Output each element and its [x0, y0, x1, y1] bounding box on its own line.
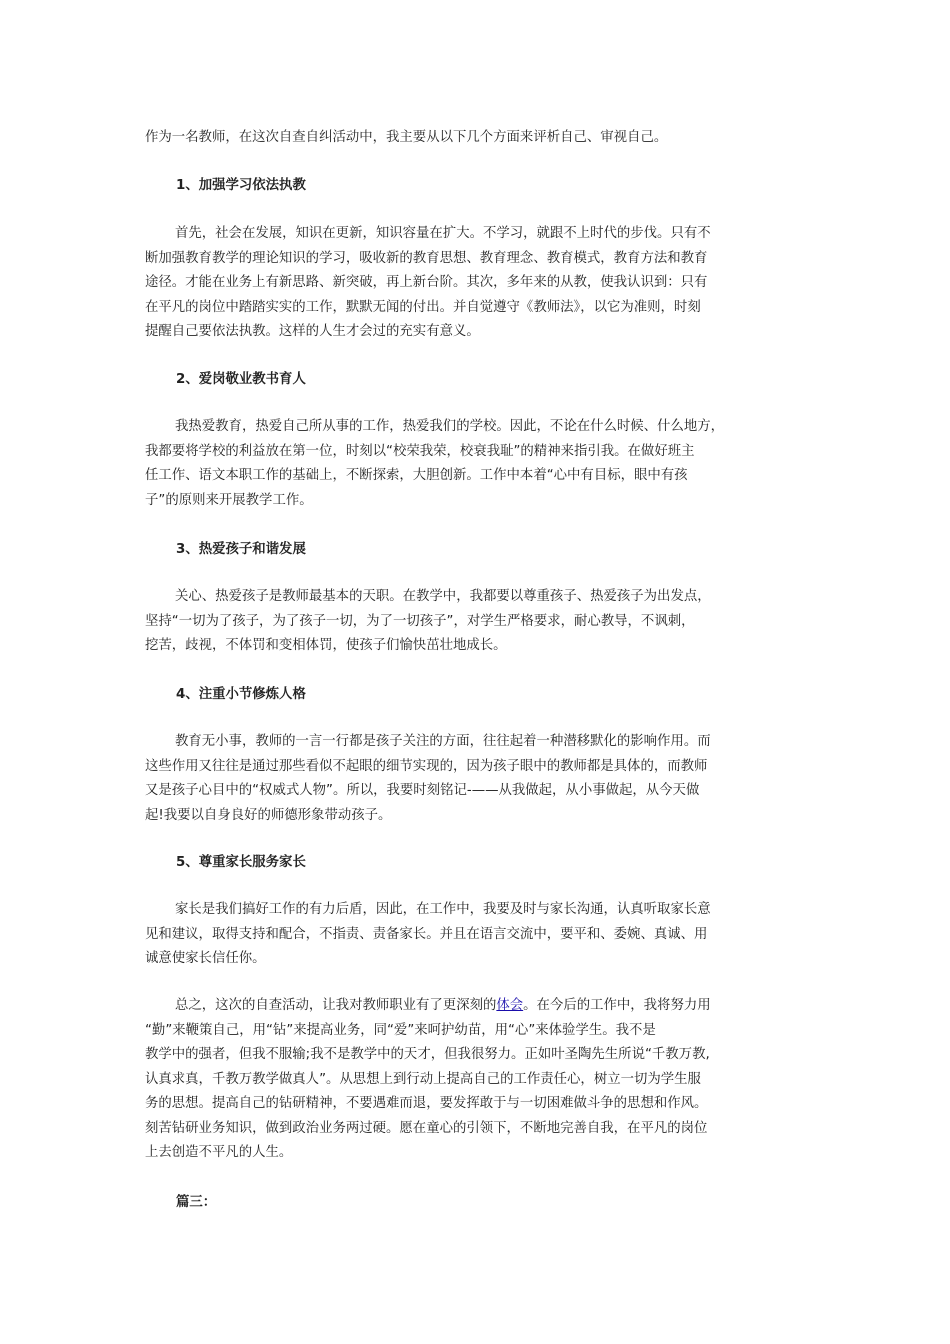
paragraph-line: 认真求真，千教万教学做真人”。从思想上到行动上提高自己的工作责任心，树立一切为学生服 [145, 1071, 701, 1087]
tihui-link[interactable]: 体会 [496, 998, 524, 1013]
section-4-heading: 4、注重小节修炼人格 [176, 687, 306, 702]
section-1-paragraph [145, 222, 810, 345]
paragraph-line: 又是孩子心目中的“权威式人物”。所以，我要时刻铭记-——从我做起，从小事做起，从今天做 [145, 783, 700, 798]
paragraph-line: 教育无小事，教师的一言一行都是孩子关注的方面，往往起着一种潜移默化的影响作用。而 [175, 734, 711, 749]
paragraph-line: 家长是我们搞好工作的有力后盾，因此，在工作中，我要及时与家长沟通，认真听取家长意 [175, 902, 711, 917]
conclusion-text: 总之，这次的自查活动，让我对教师职业有了更深刻的 [175, 998, 497, 1013]
conclusion-text: 。在今后的工作中，我将努力用 [523, 998, 711, 1013]
paragraph-line: 上去创造不平凡的人生。 [145, 1145, 293, 1160]
section-3-paragraph [145, 585, 810, 659]
section-2-paragraph [145, 415, 810, 513]
section-3-heading: 3、热爱孩子和谐发展 [176, 542, 306, 557]
paragraph-line: 教学中的强者，但我不服输;我不是教学中的天才，但我很努力。正如叶圣陶先生所说“千教万教, [145, 1047, 710, 1062]
paragraph-line: 途径。才能在业务上有新思路、新突破，再上新台阶。其次，多年来的从教，使我认识到：只有 [145, 275, 708, 290]
paragraph-line: 见和建议，取得支持和配合，不指责、责备家长。并且在语言交流中，要平和、委婉、真诚、用 [145, 926, 708, 942]
paragraph-line: 子”的原则来开展教学工作。 [145, 492, 313, 508]
paragraph-line: 我热爱教育，热爱自己所从事的工作，热爱我们的学校。因此，不论在什么时候、什么地方， [175, 419, 725, 434]
intro-paragraph [145, 126, 810, 151]
paragraph-line: 我都要将学校的利益放在第一位，时刻以“校荣我荣，校衰我耻”的精神来指引我。在做好班主 [145, 443, 695, 459]
paragraph-line: 任工作、语文本职工作的基础上，不断探索，大胆创新。工作中本着“心中有目标，眼中有孩 [145, 468, 688, 483]
section-1-heading: 1、加强学习依法执教 [176, 178, 306, 193]
paragraph-line [145, 994, 810, 1019]
paragraph-line: 坚持“一切为了孩子，为了孩子一切，为了一切孩子”，对学生严格要求，耐心教导，不讽刺， [145, 613, 695, 629]
part-three-heading: 篇三： [176, 1195, 217, 1210]
conclusion-paragraph [145, 994, 810, 1166]
paragraph-line: 首先，社会在发展，知识在更新，知识容量在扩大。不学习，就跟不上时代的步伐。只有不 [175, 226, 711, 241]
paragraph-line: “勤”来鞭策自己，用“钻”来提高业务，同“爱”来呵护幼苗，用“心”来体验学生。我不是 [145, 1022, 656, 1038]
paragraph-line: 关心、热爱孩子是教师最基本的天职。在教学中，我都要以尊重孩子、热爱孩子为出发点， [175, 589, 711, 604]
section-5-heading: 5、尊重家长服务家长 [176, 855, 306, 870]
paragraph-line: 提醒自己要依法执教。这样的人生才会过的充实有意义。 [145, 324, 480, 339]
paragraph-line: 起!我要以自身良好的师德形象带动孩子。 [145, 807, 392, 823]
paragraph-line: 诚意使家长信任你。 [145, 951, 266, 966]
section-2-heading: 2、爱岗敬业教书育人 [176, 372, 306, 387]
paragraph-line: 断加强教育教学的理论知识的学习，吸收新的教育思想、教育理念、教育模式，教育方法和教育 [145, 250, 708, 266]
intro-line: 作为一名教师，在这次自查自纠活动中，我主要从以下几个方面来评析自己、审视自己。 [145, 130, 668, 145]
paragraph-line: 在平凡的岗位中踏踏实实的工作，默默无闻的付出。并自觉遵守《教师法》，以它为准则，时刻 [145, 299, 701, 315]
paragraph-line: 这些作用又往往是通过那些看似不起眼的细节实现的，因为孩子眼中的教师都是具体的，而教师 [145, 758, 708, 774]
section-5-paragraph [145, 898, 810, 972]
paragraph-line: 刻苦钻研业务知识，做到政治业务两过硬。愿在童心的引领下，不断地完善自我，在平凡的岗位 [145, 1120, 708, 1136]
paragraph-line: 务的思想。提高自己的钻研精神，不要遇难而退，要发挥敢于与一切困难做斗争的思想和作风。 [145, 1096, 708, 1111]
paragraph-line: 挖苦，歧视，不体罚和变相体罚，使孩子们愉快茁壮地成长。 [145, 638, 507, 653]
section-4-paragraph [145, 730, 810, 828]
